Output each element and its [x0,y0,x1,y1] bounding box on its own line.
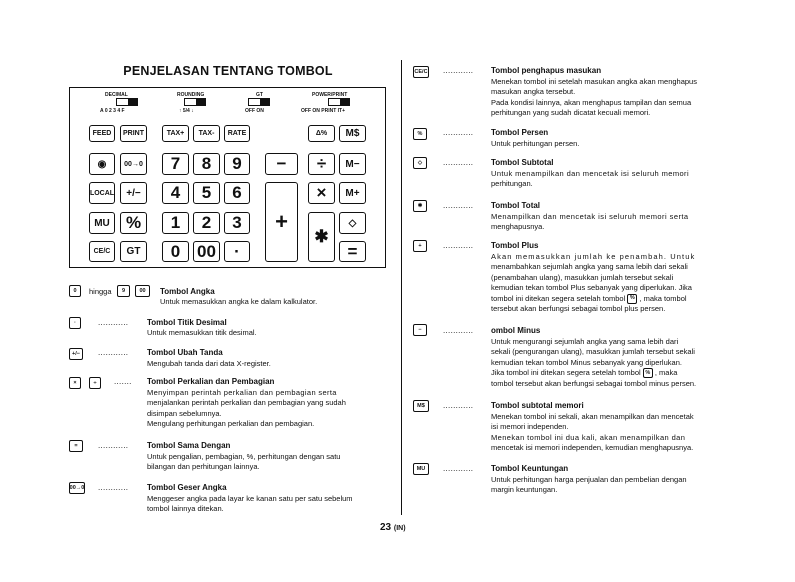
gt-key: GT [120,241,147,262]
shift-key-icon: 00→0 [69,482,85,494]
total-key-icon: ✱ [413,200,427,212]
item-title: Tombol Sama Dengan [147,441,231,450]
gt-switch-label: GT [256,92,263,98]
sign-key-icon: +/− [69,348,83,360]
item-title: Tombol Perkalian dan Pembagian [147,377,275,386]
power-switch-label: POWER/PRINT [312,92,348,98]
tax-minus-key: TAX- [193,125,220,142]
column-divider [401,60,402,515]
leader-dots: ............ [443,464,474,473]
key-9: 9 [224,153,250,175]
mu-key: MU [89,212,115,234]
multiply-key: × [308,182,335,204]
m-minus-key: M− [339,153,366,175]
key-7: 7 [162,153,189,175]
subtotal-key-icon: ◇ [413,157,427,169]
memory-key: ◉ [89,153,115,175]
cec-key-icon: CE/C [413,66,429,78]
multiply-key-icon: × [69,377,81,389]
item-title: Tombol Titik Desimal [147,318,227,327]
decimal-key-icon: · [69,317,81,329]
percent-key-inline-icon: % [643,368,653,378]
key-8: 8 [193,153,220,175]
print-key: PRINT [120,125,147,142]
item-title: Tombol Keuntungan [491,464,569,473]
leader-dots: ............ [443,201,474,210]
key-6: 6 [224,182,250,204]
item-desc: Mengubah tanda dari data X-register. [147,359,271,368]
rate-key: RATE [224,125,250,142]
power-switch [328,98,350,106]
minus-key-icon: − [413,324,427,336]
local-key: LOCAL [89,182,115,204]
total-key: ✱ [308,212,335,262]
key-00-icon: 00 [135,285,150,297]
item-desc: Untuk pengalian, pembagian, %, perhitungan dengan satu bilangan dan perhitungan lainnya. [147,452,341,472]
decimal-key: · [224,241,250,262]
decimal-switch-label: DECIMAL [105,92,128,98]
decimal-switch [116,98,138,106]
m-subtotal-key-icon: M$ [413,400,429,412]
item-desc: Untuk menampilkan dan mencetak isi seluruh memori perhitungan. [491,169,690,189]
hingga-text: hingga [89,287,112,296]
decimal-switch-positions: A 0 2 3 4 F [100,108,125,114]
calculator-diagram [69,87,386,268]
page-number: 23 (IN) [380,522,406,533]
percent-key: % [120,212,147,234]
minus-key: − [265,153,298,175]
item-desc: Untuk perhitungan persen. [491,139,580,148]
leader-dots: ............ [98,483,129,492]
leader-dots: ............ [443,401,474,410]
key-5: 5 [193,182,220,204]
item-desc: Untuk memasukkan angka ke dalam kalkulator. [160,297,318,306]
item-title: Tombol subtotal memori [491,401,584,410]
key-4: 4 [162,182,189,204]
leader-dots: ............ [443,66,474,75]
item-title: ombol Minus [491,326,541,335]
percent-key-inline-icon: % [627,294,637,304]
percent-key-icon: % [413,128,427,140]
item-title: Tombol Subtotal [491,158,554,167]
subtotal-key: ◇ [339,212,366,234]
item-desc: Menampilkan dan mencetak isi seluruh memori serta menghapusnya. [491,212,689,232]
leader-dots: ............ [443,326,474,335]
item-desc: Akan memasukkan jumlah ke penambah. Untuk menambahkan sejumlah angka yang sama lebih dari sekali (penambahan ulang), masukkan jumlah tersebut sekali kemudian tekan tombol Plus sebanyak yang diperlukan. Jika tombol ini ditekan segera setelah tombol % , maka tombol tersebut akan berfungsi sebagai tombol plus persen. [491,252,696,314]
item-title: Tombol Persen [491,128,549,137]
delta-percent-key: Δ% [308,125,335,142]
rounding-switch-positions: ↑ 5/4 ↓ [179,108,194,114]
key-9-icon: 9 [117,285,130,297]
mu-key-icon: MU [413,463,429,475]
item-desc: Menggeser angka pada layar ke kanan satu per satu sebelum tombol lainnya ditekan. [147,494,353,514]
leader-dots: ............ [443,128,474,137]
item-title: Tombol Plus [491,241,539,250]
m-subtotal-key: M$ [339,125,366,142]
leader-dots: ....... [114,377,132,386]
sign-key: +/− [120,182,147,204]
item-desc: Untuk perhitungan harga penjualan dan pembelian dengan margin keuntungan. [491,475,687,495]
leader-dots: ............ [98,441,129,450]
key-1: 1 [162,212,189,234]
key-3: 3 [224,212,250,234]
plus-key-icon: + [413,240,427,252]
tax-plus-key: TAX+ [162,125,189,142]
item-title: Tombol Total [491,201,541,210]
rounding-switch-label: ROUNDING [177,92,205,98]
equals-key-icon: = [69,440,83,452]
item-desc: Untuk mengurangi sejumlah angka yang sama lebih dari sekali (pengurangan ulang), masukkan jumlah tersebut sekali kemudian tekan tombol Minus sebanyak yang diperlukan. Jika tombol ini ditekan segera setelah tombol % , maka tombol tersebut akan berfungsi sebagai tombol minus persen. [491,337,697,388]
key-0: 0 [162,241,189,262]
leader-dots: ............ [98,318,129,327]
item-title: Tombol Ubah Tanda [147,348,223,357]
cec-key: CE/C [89,241,115,262]
gt-switch [248,98,270,106]
page-title: PENJELASAN TENTANG TOMBOL [123,64,333,78]
plus-key: + [265,182,298,262]
leader-dots: ............ [98,348,129,357]
key-00: 00 [193,241,220,262]
equals-key: = [339,241,366,262]
divide-key: ÷ [308,153,335,175]
leader-dots: ............ [443,158,474,167]
feed-key: FEED [89,125,115,142]
key-2: 2 [193,212,220,234]
item-title: Tombol Angka [160,287,215,296]
rounding-switch [184,98,206,106]
item-desc: Menyimpan perintah perkalian dan pembagian serta menjalankan perintah perkalian dan pembagian yang sudah disimpan sebelumnya. Mengulang perhitungan perkalian dan pembagian. [147,388,346,429]
item-title: Tombol Geser Angka [147,483,227,492]
item-desc: Menekan tombol ini setelah masukan angka akan menghapus masukan angka tersebut. Pada kondisi lainnya, akan menghapus tampilan dan semua perhitungan yang sudah dicatat kecuali memori. [491,77,697,118]
leader-dots: ............ [443,241,474,250]
item-desc: Untuk memasukkan titik desimal. [147,328,257,337]
power-switch-positions: OFF ON PRINT IT+ [301,108,346,114]
key-0-icon: 0 [69,285,81,297]
gt-switch-positions: OFF ON [245,108,264,114]
shift-key: 00→0 [120,153,147,175]
item-desc: Menekan tombol ini sekali, akan menampilkan dan mencetak isi memori independen. Menekan tombol ini dua kali, akan menampilkan dan mencetak isi memori independen, kemudian menghapusnya. [491,412,694,453]
divide-key-icon: ÷ [89,377,101,389]
item-title: Tombol penghapus masukan [491,66,602,75]
m-plus-key: M+ [339,182,366,204]
